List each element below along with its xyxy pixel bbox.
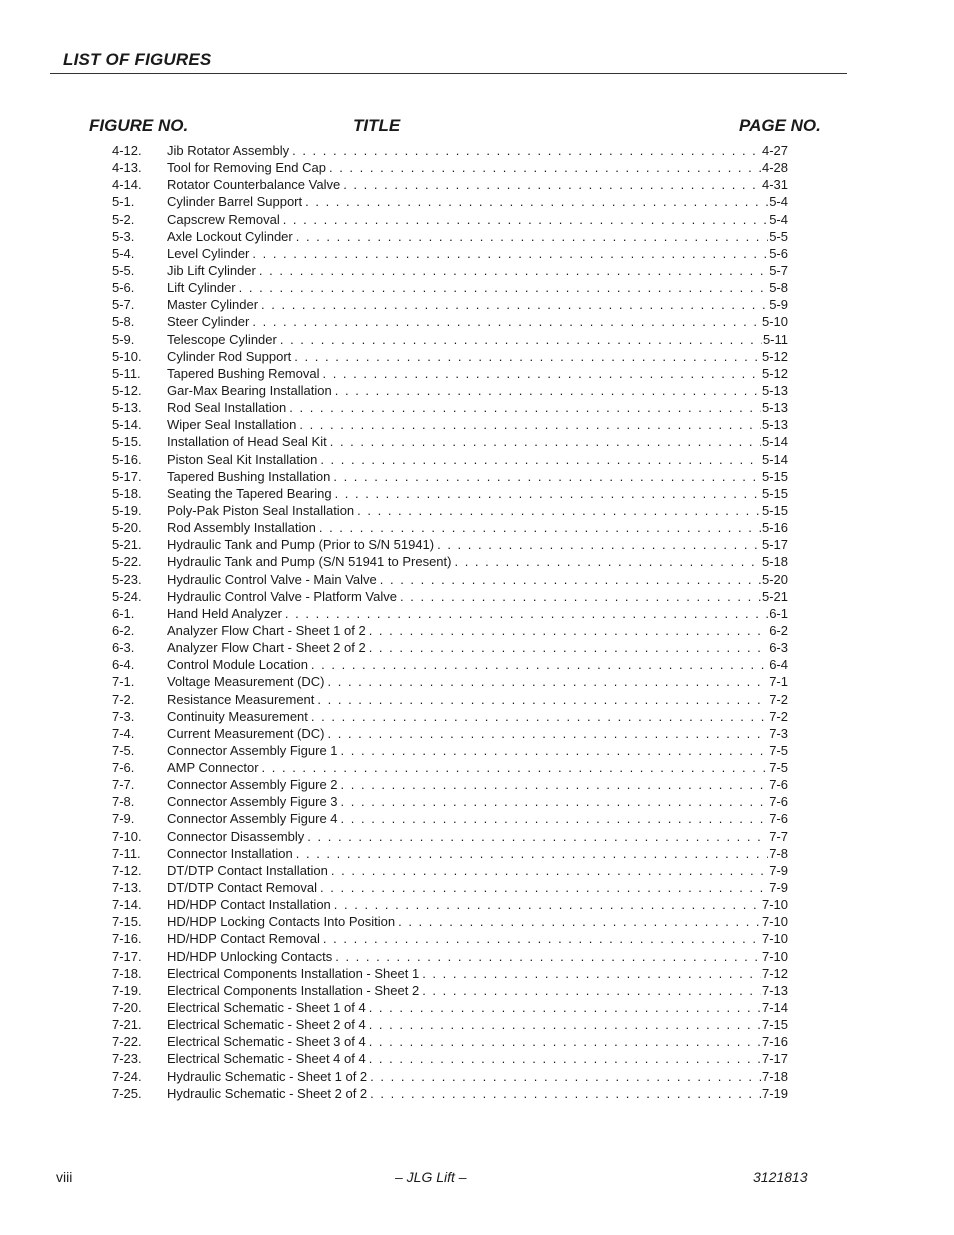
figure-number: 5-20. <box>112 520 142 536</box>
figure-number: 7-3. <box>112 708 135 724</box>
dot-leader <box>305 193 768 210</box>
figure-entry <box>112 965 788 982</box>
figure-number: 4-14. <box>112 177 142 193</box>
figure-entry <box>112 1050 788 1067</box>
figure-title: Connector Assembly Figure 3 <box>167 794 338 810</box>
figure-page: 5-9 <box>769 297 788 313</box>
page-header-title: LIST OF FIGURES <box>63 50 212 69</box>
dot-leader <box>335 382 761 399</box>
figure-number: 5-2. <box>112 211 135 227</box>
figure-title: Poly-Pak Piston Seal Installation <box>167 502 355 518</box>
dot-leader <box>369 1016 761 1033</box>
figure-page: 7-9 <box>769 862 788 878</box>
figure-page: 5-13 <box>761 400 788 416</box>
figure-page: 6-1 <box>769 605 788 621</box>
dot-leader <box>307 828 768 845</box>
figure-title: Cylinder Barrel Support <box>167 194 303 210</box>
figure-page: 7-2 <box>769 708 788 724</box>
figure-entry <box>112 519 788 536</box>
figure-page: 5-10 <box>761 314 788 330</box>
figure-page: 7-17 <box>761 1051 788 1067</box>
figure-entry <box>112 468 788 485</box>
figure-entry <box>112 930 788 947</box>
figure-entry <box>112 828 788 845</box>
dot-leader <box>252 245 768 262</box>
figure-list <box>112 142 788 1102</box>
figure-page: 7-1 <box>769 674 788 690</box>
figure-page: 5-8 <box>769 280 788 296</box>
figure-page: 7-6 <box>769 811 788 827</box>
figure-number: 7-12. <box>112 862 142 878</box>
figure-entry <box>112 502 788 519</box>
figure-title: Rotator Counterbalance Valve <box>167 177 341 193</box>
dot-leader <box>341 810 769 827</box>
figure-entry <box>112 142 788 159</box>
figure-title: Electrical Components Installation - Sheet 1 <box>167 965 420 981</box>
figure-number: 5-19. <box>112 502 142 518</box>
figure-entry <box>112 365 788 382</box>
column-header-title: TITLE <box>353 116 401 135</box>
footer-doc-number: 3121813 <box>753 1169 808 1185</box>
figure-title: HD/HDP Contact Installation <box>167 897 331 913</box>
figure-title: Capscrew Removal <box>167 211 280 227</box>
figure-page: 7-10 <box>761 948 788 964</box>
figure-title: Electrical Schematic - Sheet 4 of 4 <box>167 1051 366 1067</box>
dot-leader <box>320 879 768 896</box>
dot-leader <box>311 656 768 673</box>
dot-leader <box>335 948 761 965</box>
figure-page: 7-15 <box>761 1017 788 1033</box>
figure-entry <box>112 279 788 296</box>
figure-number: 6-3. <box>112 640 135 656</box>
figure-title: Hydraulic Schematic - Sheet 1 of 2 <box>167 1068 368 1084</box>
figure-number: 7-20. <box>112 1000 142 1016</box>
figure-number: 5-10. <box>112 348 142 364</box>
dot-leader <box>333 468 761 485</box>
figure-entry <box>112 605 788 622</box>
figure-number: 5-3. <box>112 228 135 244</box>
figure-number: 7-11. <box>112 845 141 861</box>
figure-page: 6-4 <box>769 657 788 673</box>
figure-number: 6-4. <box>112 657 135 673</box>
figure-entry <box>112 913 788 930</box>
dot-leader <box>289 399 761 416</box>
dot-leader <box>328 673 769 690</box>
figure-title: Analyzer Flow Chart - Sheet 1 of 2 <box>167 622 366 638</box>
figure-number: 7-2. <box>112 691 135 707</box>
figure-entry <box>112 571 788 588</box>
figure-entry <box>112 296 788 313</box>
figure-number: 7-22. <box>112 1034 142 1050</box>
dot-leader <box>317 691 768 708</box>
figure-number: 7-21. <box>112 1017 142 1033</box>
dot-leader <box>294 348 761 365</box>
figure-entry <box>112 331 788 348</box>
figure-number: 5-4. <box>112 245 135 261</box>
dot-leader <box>335 485 761 502</box>
figure-title: Jib Rotator Assembly <box>167 143 290 158</box>
figure-page: 7-7 <box>769 828 788 844</box>
figure-page: 5-7 <box>769 262 788 278</box>
dot-leader <box>285 605 768 622</box>
figure-entry <box>112 382 788 399</box>
figure-page: 5-17 <box>761 537 788 553</box>
dot-leader <box>280 331 762 348</box>
figure-title: Tapered Bushing Removal <box>167 365 320 381</box>
dot-leader <box>262 759 769 776</box>
figure-title: HD/HDP Contact Removal <box>167 931 320 947</box>
figure-number: 4-13. <box>112 160 142 176</box>
dot-leader <box>296 845 768 862</box>
dot-leader <box>422 965 761 982</box>
dot-leader <box>341 793 769 810</box>
dot-leader <box>331 862 768 879</box>
figure-title: HD/HDP Locking Contacts Into Position <box>167 914 396 930</box>
dot-leader <box>341 742 769 759</box>
figure-title: Electrical Schematic - Sheet 1 of 4 <box>167 1000 366 1016</box>
figure-entry <box>112 485 788 502</box>
figure-entry <box>112 742 788 759</box>
figure-entry <box>112 588 788 605</box>
figure-entry <box>112 999 788 1016</box>
figure-page: 7-14 <box>761 1000 788 1016</box>
figure-title: Current Measurement (DC) <box>167 725 325 741</box>
figure-number: 7-24. <box>112 1068 142 1084</box>
dot-leader <box>341 776 769 793</box>
figure-number: 7-13. <box>112 880 142 896</box>
figure-number: 5-23. <box>112 571 142 587</box>
figure-page: 7-16 <box>761 1034 788 1050</box>
figure-entry <box>112 451 788 468</box>
figure-page: 4-31 <box>761 177 788 193</box>
figure-title: Continuity Measurement <box>167 708 308 724</box>
figure-title: Cylinder Rod Support <box>167 348 292 364</box>
column-header-figure-no: FIGURE NO. <box>89 116 189 135</box>
figure-title: Hydraulic Tank and Pump (Prior to S/N 51941) <box>167 537 435 553</box>
figure-number: 5-9. <box>112 331 135 347</box>
figure-title: Wiper Seal Installation <box>167 417 297 433</box>
figure-entry <box>112 982 788 999</box>
figure-number: 5-6. <box>112 280 135 296</box>
figure-entry <box>112 416 788 433</box>
figure-page: 5-14 <box>761 451 788 467</box>
figure-number: 5-12. <box>112 382 142 398</box>
figure-page: 5-13 <box>761 382 788 398</box>
figure-title: Telescope Cylinder <box>167 331 277 347</box>
figure-title: Tool for Removing End Cap <box>167 160 326 176</box>
figure-page: 7-9 <box>769 880 788 896</box>
figure-page: 4-27 <box>761 143 788 158</box>
figure-number: 6-2. <box>112 622 135 638</box>
figure-page: 7-6 <box>769 794 788 810</box>
figure-page: 7-10 <box>761 931 788 947</box>
figure-page: 5-13 <box>761 417 788 433</box>
dot-leader <box>330 433 761 450</box>
dot-leader <box>319 519 761 536</box>
figure-title: Connector Assembly Figure 2 <box>167 777 338 793</box>
figure-number: 7-9. <box>112 811 135 827</box>
figure-number: 5-8. <box>112 314 135 330</box>
dot-leader <box>299 416 761 433</box>
figure-entry <box>112 725 788 742</box>
figure-page: 7-6 <box>769 777 788 793</box>
figure-entry <box>112 1085 788 1102</box>
figure-page: 5-4 <box>769 211 788 227</box>
figure-title: Control Module Location <box>167 657 308 673</box>
footer-publisher: – JLG Lift – <box>395 1169 467 1185</box>
dot-leader <box>334 896 761 913</box>
figure-page: 7-12 <box>761 965 788 981</box>
dot-leader <box>343 176 761 193</box>
figure-entry <box>112 1033 788 1050</box>
figure-number: 5-14. <box>112 417 142 433</box>
figure-title: Electrical Schematic - Sheet 2 of 4 <box>167 1017 366 1033</box>
figure-title: Connector Disassembly <box>167 828 305 844</box>
figure-entry <box>112 176 788 193</box>
figure-number: 5-21. <box>112 537 142 553</box>
figure-entry <box>112 948 788 965</box>
dot-leader <box>328 725 769 742</box>
figure-number: 5-24. <box>112 588 142 604</box>
footer-page-number: viii <box>56 1169 73 1185</box>
figure-page: 5-20 <box>761 571 788 587</box>
dot-leader <box>370 1085 761 1102</box>
figure-title: Connector Assembly Figure 1 <box>167 742 338 758</box>
figure-page: 6-3 <box>769 640 788 656</box>
figure-title: Electrical Schematic - Sheet 3 of 4 <box>167 1034 366 1050</box>
dot-leader <box>369 622 769 639</box>
figure-number: 5-15. <box>112 434 142 450</box>
dot-leader <box>261 296 768 313</box>
dot-leader <box>369 999 761 1016</box>
figure-title: Jib Lift Cylinder <box>167 262 256 278</box>
figure-entry <box>112 159 788 176</box>
figure-number: 5-1. <box>112 194 135 210</box>
figure-page: 5-15 <box>761 502 788 518</box>
figure-title: Hydraulic Tank and Pump (S/N 51941 to Present) <box>167 554 452 570</box>
figure-number: 7-15. <box>112 914 142 930</box>
figure-page: 5-12 <box>761 348 788 364</box>
dot-leader <box>259 262 768 279</box>
figure-page: 5-14 <box>761 434 788 450</box>
figure-entry <box>112 845 788 862</box>
dot-leader <box>380 571 761 588</box>
figure-title: Installation of Head Seal Kit <box>167 434 327 450</box>
dot-leader <box>357 502 761 519</box>
figure-page: 5-12 <box>761 365 788 381</box>
figure-page: 5-15 <box>761 485 788 501</box>
figure-entry <box>112 810 788 827</box>
figure-title: Axle Lockout Cylinder <box>167 228 293 244</box>
figure-page: 7-10 <box>761 914 788 930</box>
figure-page: 7-2 <box>769 691 788 707</box>
figure-title: Tapered Bushing Installation <box>167 468 331 484</box>
figure-number: 7-16. <box>112 931 142 947</box>
figure-number: 7-6. <box>112 760 135 776</box>
figure-number: 6-1. <box>112 605 135 621</box>
figure-entry <box>112 896 788 913</box>
dot-leader <box>369 1050 761 1067</box>
figure-entry <box>112 708 788 725</box>
figure-entry <box>112 211 788 228</box>
figure-page: 7-8 <box>769 845 788 861</box>
figure-page: 5-6 <box>769 245 788 261</box>
figure-entry <box>112 673 788 690</box>
figure-number: 7-25. <box>112 1085 142 1101</box>
dot-leader <box>370 1068 761 1085</box>
figure-number: 7-23. <box>112 1051 142 1067</box>
dot-leader <box>283 211 769 228</box>
dot-leader <box>320 451 761 468</box>
figure-entry <box>112 1068 788 1085</box>
figure-title: Piston Seal Kit Installation <box>167 451 318 467</box>
figure-page: 4-28 <box>761 160 788 176</box>
figure-number: 5-18. <box>112 485 142 501</box>
figure-number: 5-13. <box>112 400 142 416</box>
header-rule <box>50 73 847 74</box>
figure-page: 6-2 <box>769 622 788 638</box>
figure-entry <box>112 245 788 262</box>
figure-number: 7-18. <box>112 965 142 981</box>
dot-leader <box>322 365 760 382</box>
figure-number: 7-14. <box>112 897 142 913</box>
dot-leader <box>454 553 761 570</box>
dot-leader <box>369 1033 761 1050</box>
figure-title: DT/DTP Contact Removal <box>167 880 318 896</box>
figure-entry <box>112 433 788 450</box>
figure-number: 5-7. <box>112 297 135 313</box>
dot-leader <box>292 142 761 159</box>
figure-entry <box>112 313 788 330</box>
figure-title: Hand Held Analyzer <box>167 605 282 621</box>
figure-number: 5-22. <box>112 554 142 570</box>
figure-title: Voltage Measurement (DC) <box>167 674 325 690</box>
figure-page: 7-3 <box>769 725 788 741</box>
dot-leader <box>329 159 761 176</box>
dot-leader <box>400 588 761 605</box>
figure-page: 5-11 <box>762 331 788 347</box>
figure-title: Connector Assembly Figure 4 <box>167 811 338 827</box>
figure-entry <box>112 759 788 776</box>
figure-number: 7-19. <box>112 982 142 998</box>
figure-entry <box>112 399 788 416</box>
figure-number: 7-10. <box>112 828 142 844</box>
figure-number: 4-12. <box>112 143 142 158</box>
figure-number: 7-4. <box>112 725 135 741</box>
figure-page: 5-18 <box>761 554 788 570</box>
dot-leader <box>311 708 768 725</box>
figure-page: 7-19 <box>761 1085 788 1101</box>
figure-entry <box>112 553 788 570</box>
figure-number: 7-7. <box>112 777 135 793</box>
figure-entry <box>112 348 788 365</box>
figure-page: 5-16 <box>761 520 788 536</box>
figure-title: Seating the Tapered Bearing <box>167 485 332 501</box>
figure-entry <box>112 862 788 879</box>
figure-title: Lift Cylinder <box>167 280 236 296</box>
figure-title: Gar-Max Bearing Installation <box>167 382 332 398</box>
figure-entry <box>112 536 788 553</box>
figure-title: Electrical Components Installation - Sheet 2 <box>167 982 420 998</box>
figure-entry <box>112 776 788 793</box>
figure-entry <box>112 639 788 656</box>
figure-page: 7-5 <box>769 742 788 758</box>
dot-leader <box>323 930 761 947</box>
figure-page: 5-15 <box>761 468 788 484</box>
figure-title: Connector Installation <box>167 845 293 861</box>
figure-number: 5-5. <box>112 262 135 278</box>
figure-page: 7-5 <box>769 760 788 776</box>
dot-leader <box>422 982 761 999</box>
figure-entry <box>112 793 788 810</box>
dot-leader <box>369 639 769 656</box>
dot-leader <box>398 913 761 930</box>
dot-leader <box>252 313 761 330</box>
figure-title: Rod Seal Installation <box>167 400 287 416</box>
figure-title: Rod Assembly Installation <box>167 520 316 536</box>
figure-number: 5-11. <box>112 365 141 381</box>
figure-entry <box>112 1016 788 1033</box>
figure-page: 5-5 <box>769 228 788 244</box>
dot-leader <box>437 536 761 553</box>
dot-leader <box>239 279 769 296</box>
figure-entry <box>112 622 788 639</box>
column-header-page-no: PAGE NO. <box>739 116 821 135</box>
figure-number: 5-17. <box>112 468 142 484</box>
figure-title: Master Cylinder <box>167 297 259 313</box>
figure-entry <box>112 193 788 210</box>
figure-title: Hydraulic Schematic - Sheet 2 of 2 <box>167 1085 368 1101</box>
figure-title: Steer Cylinder <box>167 314 250 330</box>
figure-number: 7-5. <box>112 742 135 758</box>
figure-number: 7-8. <box>112 794 135 810</box>
figure-title: Resistance Measurement <box>167 691 315 707</box>
figure-number: 5-16. <box>112 451 142 467</box>
figure-number: 7-17. <box>112 948 142 964</box>
figure-entry <box>112 691 788 708</box>
figure-title: HD/HDP Unlocking Contacts <box>167 948 333 964</box>
figure-entry <box>112 879 788 896</box>
figure-page: 7-10 <box>761 897 788 913</box>
figure-title: AMP Connector <box>167 760 259 776</box>
figure-page: 7-18 <box>761 1068 788 1084</box>
figure-page: 5-21 <box>761 588 788 604</box>
figure-page: 5-4 <box>769 194 788 210</box>
figure-number: 7-1. <box>112 674 135 690</box>
figure-title: Hydraulic Control Valve - Main Valve <box>167 571 377 587</box>
dot-leader <box>296 228 768 245</box>
figure-page: 7-13 <box>761 982 788 998</box>
figure-entry <box>112 228 788 245</box>
figure-title: Analyzer Flow Chart - Sheet 2 of 2 <box>167 640 366 656</box>
figure-title: Level Cylinder <box>167 245 250 261</box>
figure-entry <box>112 262 788 279</box>
figure-title: DT/DTP Contact Installation <box>167 862 328 878</box>
figure-title: Hydraulic Control Valve - Platform Valve <box>167 588 397 604</box>
figure-entry <box>112 656 788 673</box>
